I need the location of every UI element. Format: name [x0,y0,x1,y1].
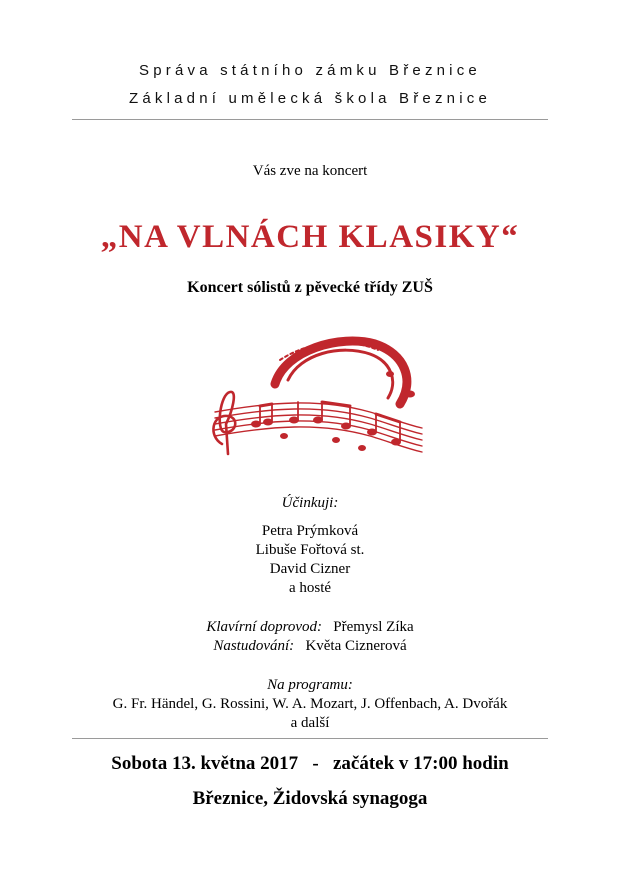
credit-label: Klavírní doprovod: [206,619,323,635]
performer-name: David Cizner [269,561,351,577]
event-start: začátek v 17:00 hodin [332,753,509,774]
concert-subtitle: Koncert sólistů z pěvecké třídy ZUŠ [187,279,433,296]
program-heading: Na programu: [267,677,353,693]
performers-heading: Účinkuji: [281,495,339,511]
organizer-school: Základní umělecká škola Březnice [128,90,491,107]
header-divider [72,119,548,120]
credit-label: Nastudování: [213,638,295,654]
credit-rehearsal [0,637,620,656]
performer-guests: a hosté [288,580,332,596]
event-datetime [0,753,620,775]
music-notes-icon [200,332,430,467]
footer-divider [72,738,548,739]
event-date: Sobota 13. května 2017 [111,753,299,774]
organizer-castle: Správa státního zámku Březnice [139,62,481,79]
invite-text: Vás zve na koncert [252,163,368,179]
event-venue: Březnice, Židovská synagoga [192,788,428,809]
credit-piano [0,618,620,637]
program-more: a další [290,715,330,731]
concert-title: „NA VLNÁCH KLASIKY“ [100,219,520,255]
performer-name: Libuše Fořtová st. [255,542,365,558]
performer-name: Petra Prýmková [261,523,359,539]
event-separator: - [312,753,319,774]
program-composers: G. Fr. Händel, G. Rossini, W. A. Mozart, J. Offenbach, A. Dvořák [112,696,508,712]
credit-value: Přemysl Zíka [333,619,414,635]
credit-value: Květa Ciznerová [305,638,407,654]
